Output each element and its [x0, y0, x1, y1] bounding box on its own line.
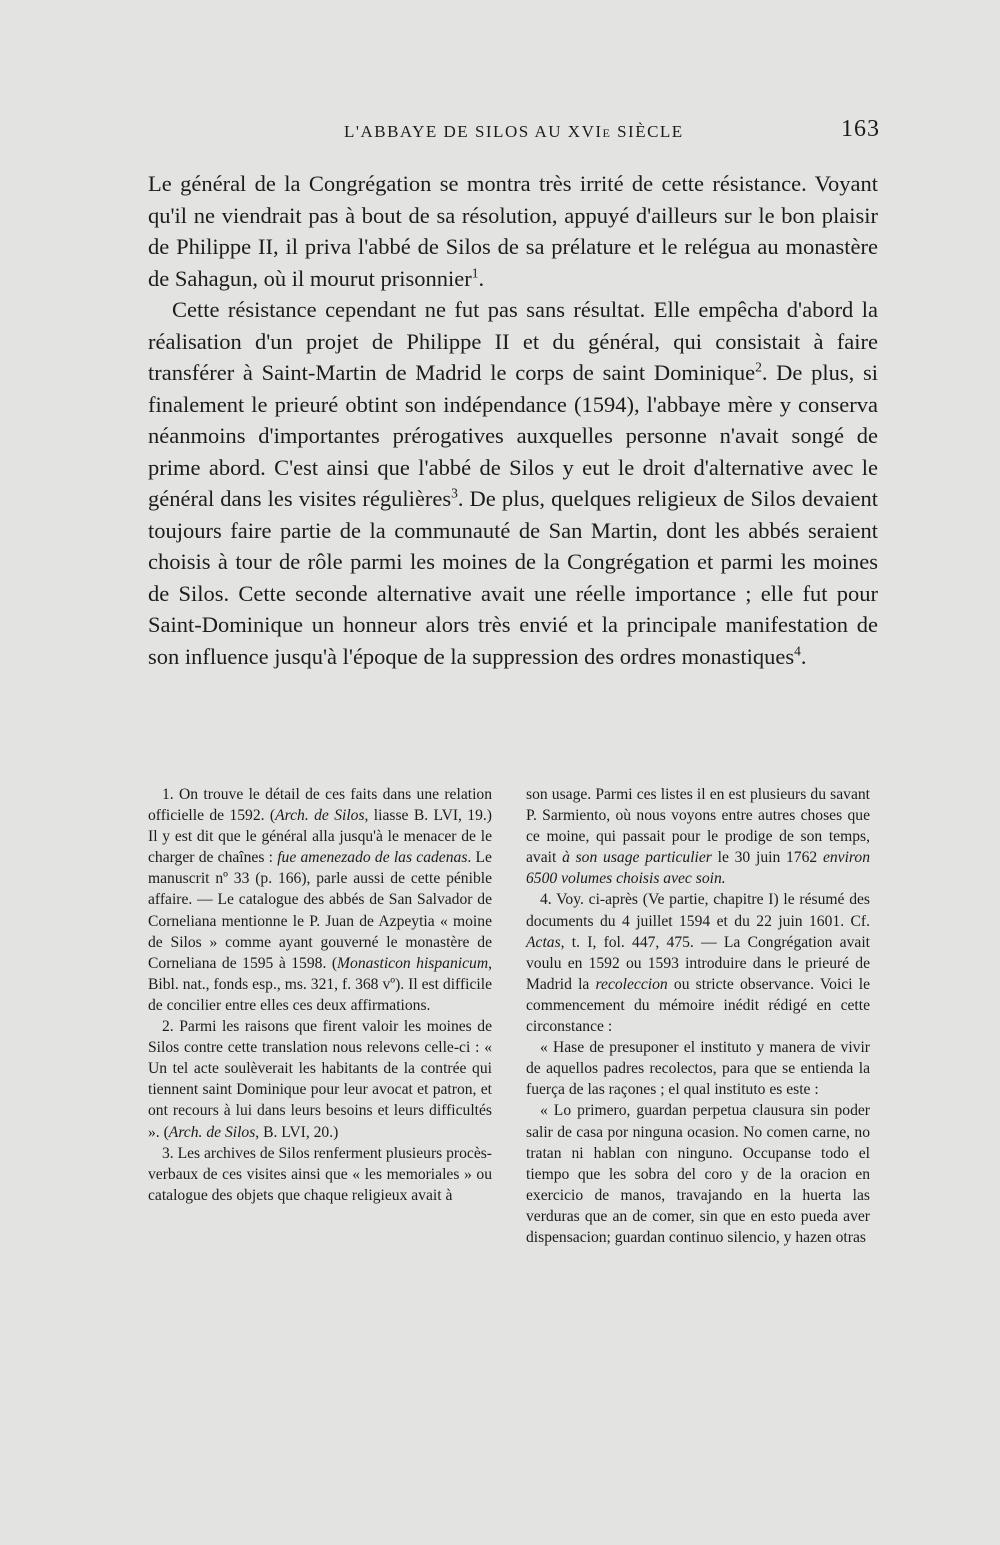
footnote-4-quote-2: « Lo primero, guardan perpetua clausura sin poder salir de casa por ninguna ocasion. No comen carne, no tratan ni hablan con ninguno. Occupanse todo el tiempo que les sobra del coro y de la oracion en exercicio de manos, travajando en la huerta las verduras que an de comer, sin que en esto pueda aver dispensacion; guardan continuo silencio, y hazen otras — [526, 1102, 870, 1246]
page-header — [148, 116, 880, 146]
paragraph-1: Le général de la Congrégation se montra très irrité de cette résistance. Voyant qu'il ne viendrait pas à bout de sa résolution, appuyé d'ailleurs sur le bon plaisir de Philippe II, il priva l'abbé de Silos de sa prélature et le relégua au monastère de Sahagun, où il mourut prisonnier$^1$. — [148, 171, 878, 291]
footnote-ref-1[interactable]: 1 — [471, 265, 479, 280]
footnotes — [148, 784, 878, 1384]
footnote-3-continued: son usage. Parmi ces listes il en est plusieurs du savant P. Sarmiento, où nous voyons entre autres choses que ce moine, qui passait pour le prodige de son temps, avait à son usage particulier le 30 juin 1762 environ 6500 volumes choisis avec soin. — [526, 786, 870, 888]
main-text — [148, 168, 878, 672]
footnote-2: 2. Parmi les raisons que firent valoir les moines de Silos contre cette translation nous relevons celle-ci : « Un tel acte soulèverait les habitants de la contrée qui tiennent saint Dominique pour leur avocat et patron, et ont recours à lui dans leurs besoins et leurs difficultés ». (Arch. de Silos, B. LVI, 20.) — [148, 1018, 492, 1141]
page-number: 163 — [841, 116, 880, 142]
footnote-1: 1. On trouve le détail de ces faits dans une relation officielle de 1592. (Arch. de Silos, liasse B. LVI, 19.) Il y est dit que le général alla jusqu'à le menacer de le charger de chaînes : fue amenezado de las cadenas. Le manuscrit nº 33 (p. 166), parle aussi de cette pénible affaire. — Le catalogue des abbés de San Salvador de Corneliana mentionne le P. Juan de Azpeytia « moine de Silos » comme ayant gouverné le monastère de Corneliana de 1595 à 1598. (Monasticon hispanicum, Bibl. nat., fonds esp., ms. 321, f. 368 vº). Il est difficile de concilier entre elles ces deux affirmations. — [148, 786, 492, 1014]
footnote-ref-3[interactable]: 3 — [451, 485, 458, 501]
footnotes-right-column — [526, 784, 870, 1248]
footnote-ref-2[interactable]: 2 — [755, 359, 762, 375]
footnotes-left-column — [148, 784, 492, 1206]
paragraph-2: Cette résistance cependant ne fut pas sans résultat. Elle empêcha d'abord la réalisation d'un projet de Philippe II et du général, qui consistait à faire transférer à Saint-Martin de Madrid le corps de saint Dominique$^2$. De plus, si finalement le prieuré obtint son indépendance (1594), l'abbaye mère y conserva néanmoins d'importantes prérogatives auxquelles personne n'avait songé de prime abord. C'est ainsi que l'abbé de Silos y eut le droit d'alternative avec le général dans les visites régulières$^3$. De plus, quelques religieux de Silos devaient toujours faire partie de la communauté de San Martin, dont les abbés seraient choisis à tour de rôle parmi les moines de la Congrégation et parmi les moines de Silos. Cette seconde alternative avait une réelle importance ; elle fut pour Saint-Dominique un honneur alors très envié et la principale manifestation de son influence jusqu'à l'époque de la suppression des ordres monastiques$^4$. — [148, 297, 878, 669]
footnote-3: 3. Les archives de Silos renferment plusieurs procès-verbaux de ces visites ainsi que « les memoriales » ou catalogue des objets que chaque religieux avait à — [148, 1144, 492, 1204]
footnote-ref-4[interactable]: 4 — [794, 643, 801, 658]
footnote-4: 4. Voy. ci-après (Ve partie, chapitre I) le résumé des documents du 4 juillet 1594 et du 22 juin 1601. Cf. Actas, t. I, fol. 447, 475. — La Congrégation avait voulu en 1592 ou 1593 introduire dans le prieuré de Madrid la recoleccion ou stricte observance. Voici le commencement du mémoire inédit rédigé en cette circonstance : — [526, 891, 870, 1036]
running-title: L'ABBAYE DE SILOS AU XVIe SIÈCLE — [344, 122, 684, 141]
footnote-4-quote-1: « Hase de presuponer el instituto y manera de vivir de aquellos padres recolectos, para que se entienda la fuerça de las raçones ; el qual instituto es este : — [526, 1039, 870, 1099]
